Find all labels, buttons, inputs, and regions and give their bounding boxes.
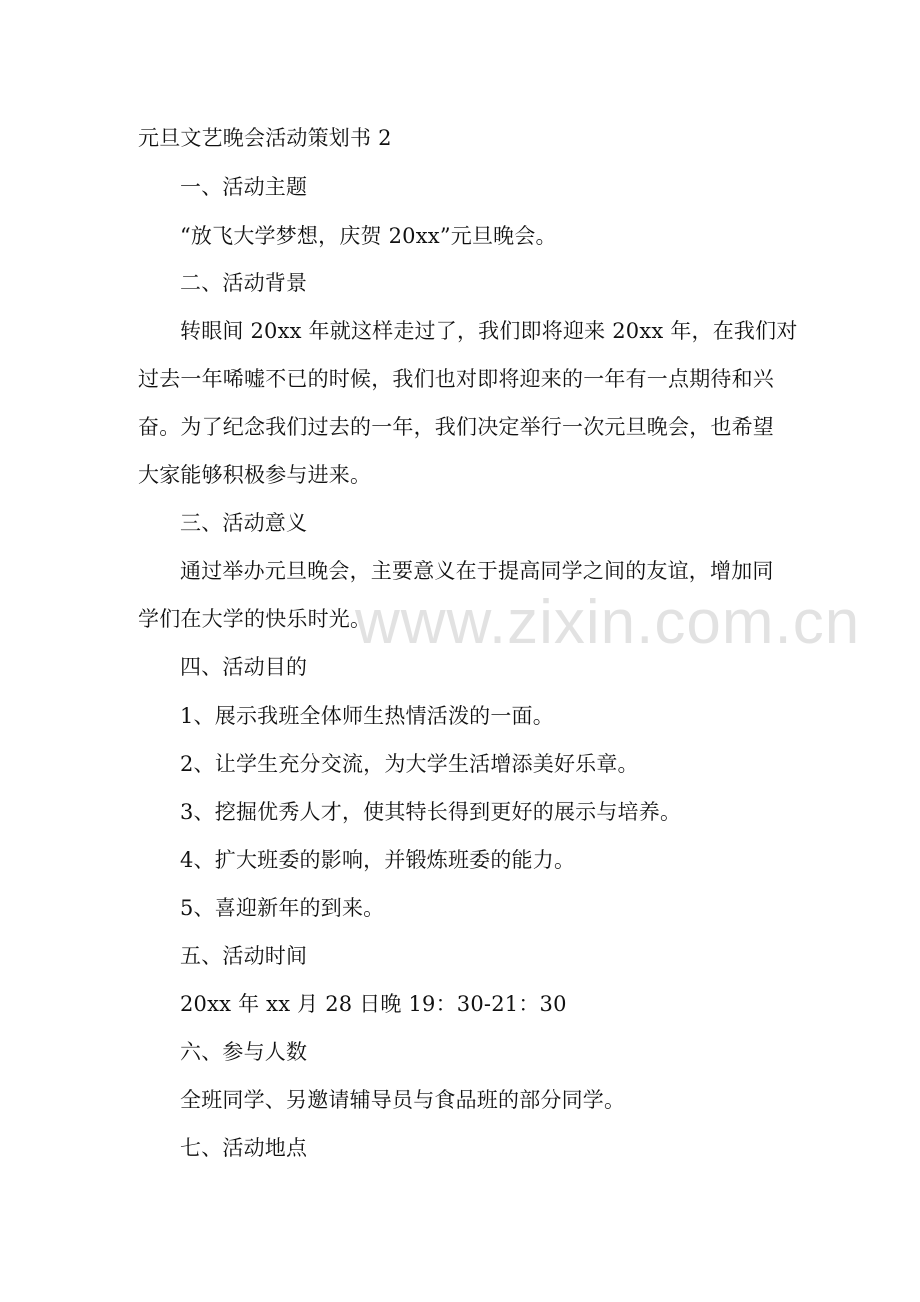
purpose-item-4: 4、扩大班委的影响，并锻炼班委的能力。 — [180, 848, 576, 872]
section-heading-theme: 一、活动主题 — [180, 175, 308, 199]
section-heading-participants: 六、参与人数 — [180, 1040, 308, 1064]
time-text: 20xx 年 xx 月 28 日晚 19：30-21：30 — [180, 992, 567, 1016]
watermark: www.zixin.com.cn — [355, 588, 861, 657]
significance-line-1: 通过举办元旦晚会，主要意义在于提高同学之间的友谊，增加同 — [180, 559, 774, 583]
document-title: 元旦文艺晚会活动策划书 2 — [138, 126, 392, 150]
background-line-2: 过去一年唏嘘不已的时候，我们也对即将迎来的一年有一点期待和兴 — [138, 367, 774, 391]
purpose-item-1: 1、展示我班全体师生热情活泼的一面。 — [180, 704, 554, 728]
purpose-item-5: 5、喜迎新年的到来。 — [180, 896, 385, 920]
background-line-1: 转眼间 20xx 年就这样走过了，我们即将迎来 20xx 年，在我们对 — [180, 319, 798, 343]
background-line-4: 大家能够积极参与进来。 — [138, 463, 372, 487]
purpose-item-2: 2、让学生充分交流，为大学生活增添美好乐章。 — [180, 752, 639, 776]
section-heading-location: 七、活动地点 — [180, 1136, 308, 1160]
section-heading-purpose: 四、活动目的 — [180, 655, 308, 679]
background-line-3: 奋。为了纪念我们过去的一年，我们决定举行一次元旦晚会，也希望 — [138, 415, 774, 439]
section-heading-significance: 三、活动意义 — [180, 511, 308, 535]
section-heading-background: 二、活动背景 — [180, 271, 308, 295]
participants-text: 全班同学、另邀请辅导员与食品班的部分同学。 — [180, 1088, 626, 1112]
significance-line-2: 学们在大学的快乐时光。 — [138, 607, 372, 631]
section-heading-time: 五、活动时间 — [180, 944, 308, 968]
purpose-item-3: 3、挖掘优秀人才，使其特长得到更好的展示与培养。 — [180, 800, 682, 824]
theme-text: “放飞大学梦想，庆贺 20xx”元旦晚会。 — [180, 224, 557, 248]
